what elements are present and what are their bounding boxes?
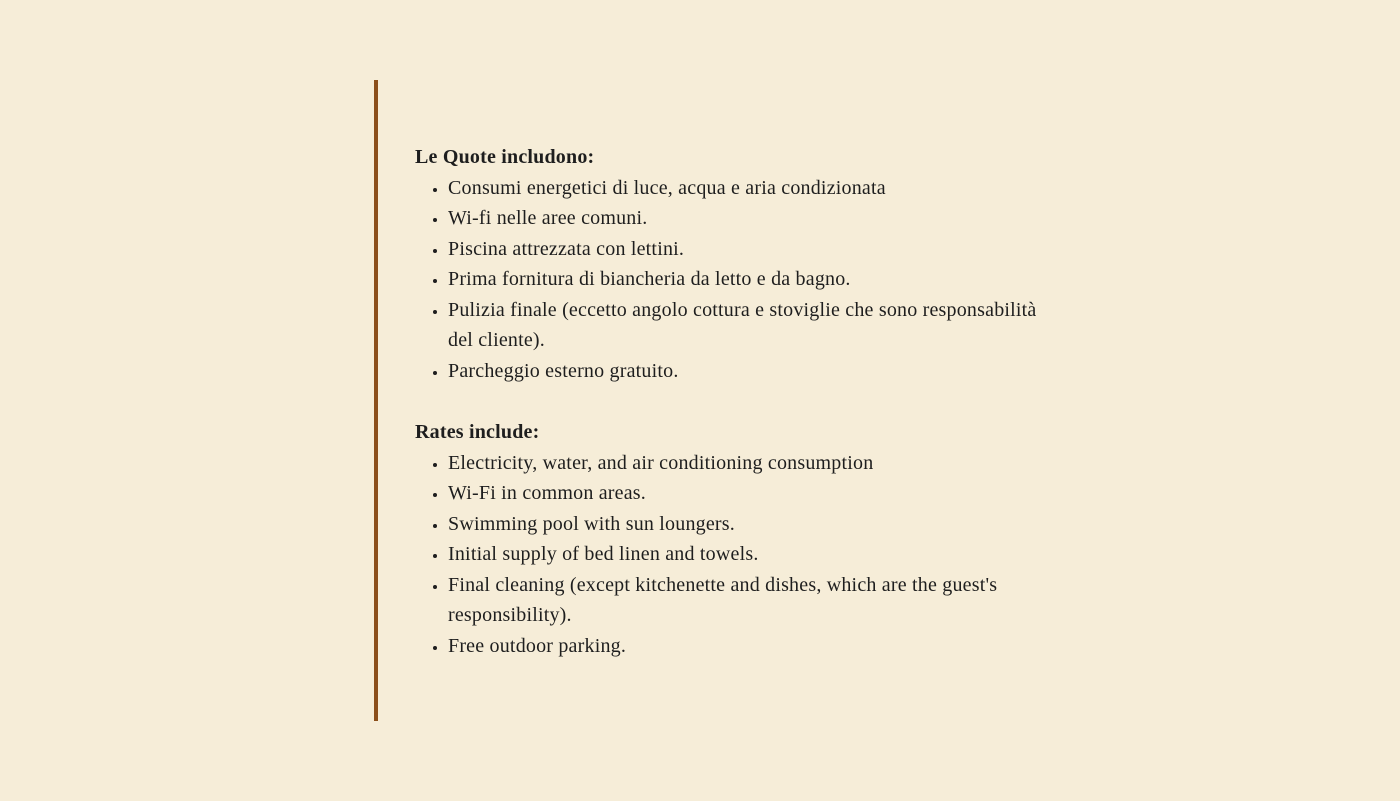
italian-rates-section — [415, 142, 1094, 386]
english-rates-section — [415, 417, 1094, 661]
italian-rates-heading: Le Quote includono: — [415, 146, 595, 168]
english-rates-heading: Rates include: — [415, 421, 540, 443]
rates-content-block — [374, 80, 1094, 721]
list-item: • Initial supply of bed linen and towels. — [448, 539, 1088, 570]
list-item: • Piscina attrezzata con lettini. — [448, 234, 1048, 265]
list-item: • Parcheggio esterno gratuito. — [448, 356, 1048, 387]
list-item: • Free outdoor parking. — [448, 631, 1088, 662]
list-item: • Pulizia finale (eccetto angolo cottura e stoviglie che sono responsabilità del cliente). — [448, 295, 1048, 356]
list-item: • Prima fornitura di biancheria da letto e da bagno. — [448, 264, 1048, 295]
list-item: • Wi-Fi in common areas. — [448, 478, 1088, 509]
list-item: • Electricity, water, and air conditioning consumption — [448, 448, 1088, 479]
italian-rates-list — [415, 173, 1048, 387]
list-item: • Final cleaning (except kitchenette and dishes, which are the guest's responsibility). — [448, 570, 1088, 631]
list-item: • Consumi energetici di luce, acqua e aria condizionata — [448, 173, 1048, 204]
list-item: • Wi-fi nelle aree comuni. — [448, 203, 1048, 234]
list-item: • Swimming pool with sun loungers. — [448, 509, 1088, 540]
english-rates-list — [415, 448, 1088, 662]
